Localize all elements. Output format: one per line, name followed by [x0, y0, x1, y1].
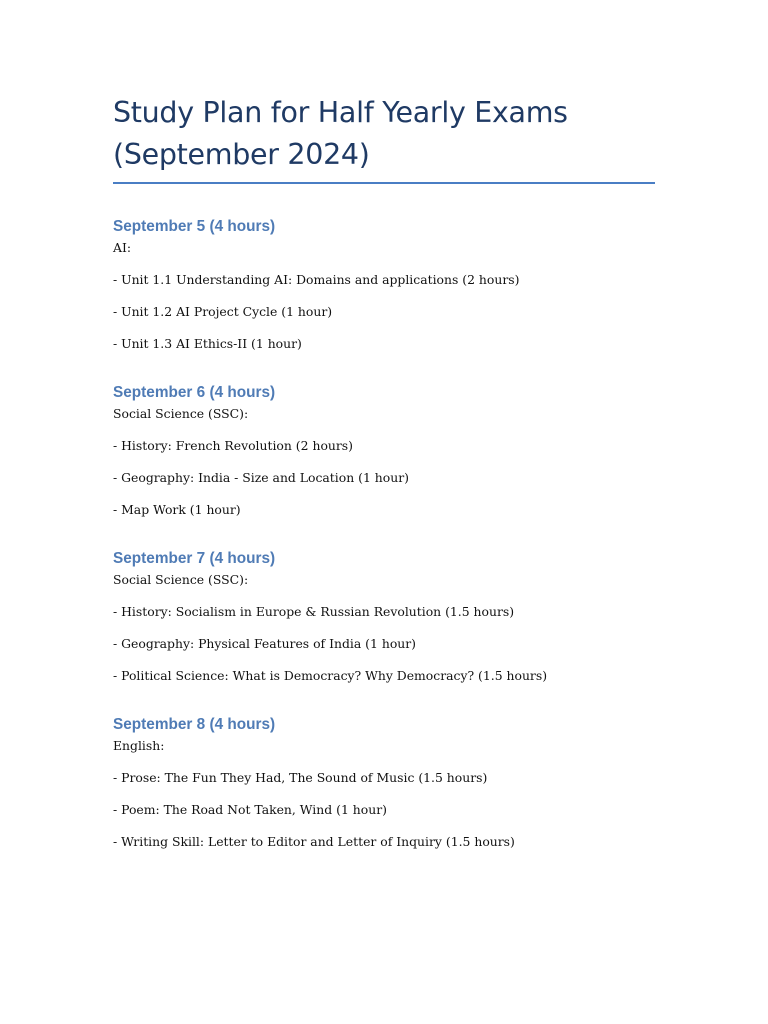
section-subject: Social Science (SSC): — [113, 572, 249, 587]
section-september-7 — [113, 548, 655, 684]
document-title — [113, 92, 655, 184]
section-september-8 — [113, 714, 655, 850]
section-heading: September 5 (4 hours) — [113, 218, 276, 235]
plan-item: - Geography: Physical Features of India (1 hour) — [113, 636, 417, 651]
plan-item: - Poem: The Road Not Taken, Wind (1 hour) — [113, 802, 387, 817]
plan-item: - Writing Skill: Letter to Editor and Letter of Inquiry (1.5 hours) — [113, 834, 515, 849]
plan-item: - Unit 1.1 Understanding AI: Domains and applications (2 hours) — [113, 272, 520, 287]
plan-item: - Geography: India - Size and Location (1 hour) — [113, 470, 409, 485]
section-subject: AI: — [113, 240, 132, 255]
section-subject: English: — [113, 738, 165, 753]
plan-item: - Unit 1.2 AI Project Cycle (1 hour) — [113, 304, 333, 319]
plan-item: - Political Science: What is Democracy? Why Democracy? (1.5 hours) — [113, 668, 548, 683]
section-heading: September 7 (4 hours) — [113, 550, 276, 567]
section-september-6 — [113, 382, 655, 518]
title-line-1: Study Plan for Half Yearly Exams — [113, 96, 568, 129]
plan-item: - Unit 1.3 AI Ethics-II (1 hour) — [113, 336, 302, 351]
section-heading: September 6 (4 hours) — [113, 384, 276, 401]
section-september-5 — [113, 216, 655, 352]
title-line-2: (September 2024) — [113, 138, 370, 171]
section-heading: September 8 (4 hours) — [113, 716, 276, 733]
plan-item: - History: French Revolution (2 hours) — [113, 438, 353, 453]
document-page — [113, 92, 655, 850]
plan-item: - Map Work (1 hour) — [113, 502, 241, 517]
plan-item: - Prose: The Fun They Had, The Sound of Music (1.5 hours) — [113, 770, 488, 785]
plan-item: - History: Socialism in Europe & Russian Revolution (1.5 hours) — [113, 604, 515, 619]
section-subject: Social Science (SSC): — [113, 406, 249, 421]
